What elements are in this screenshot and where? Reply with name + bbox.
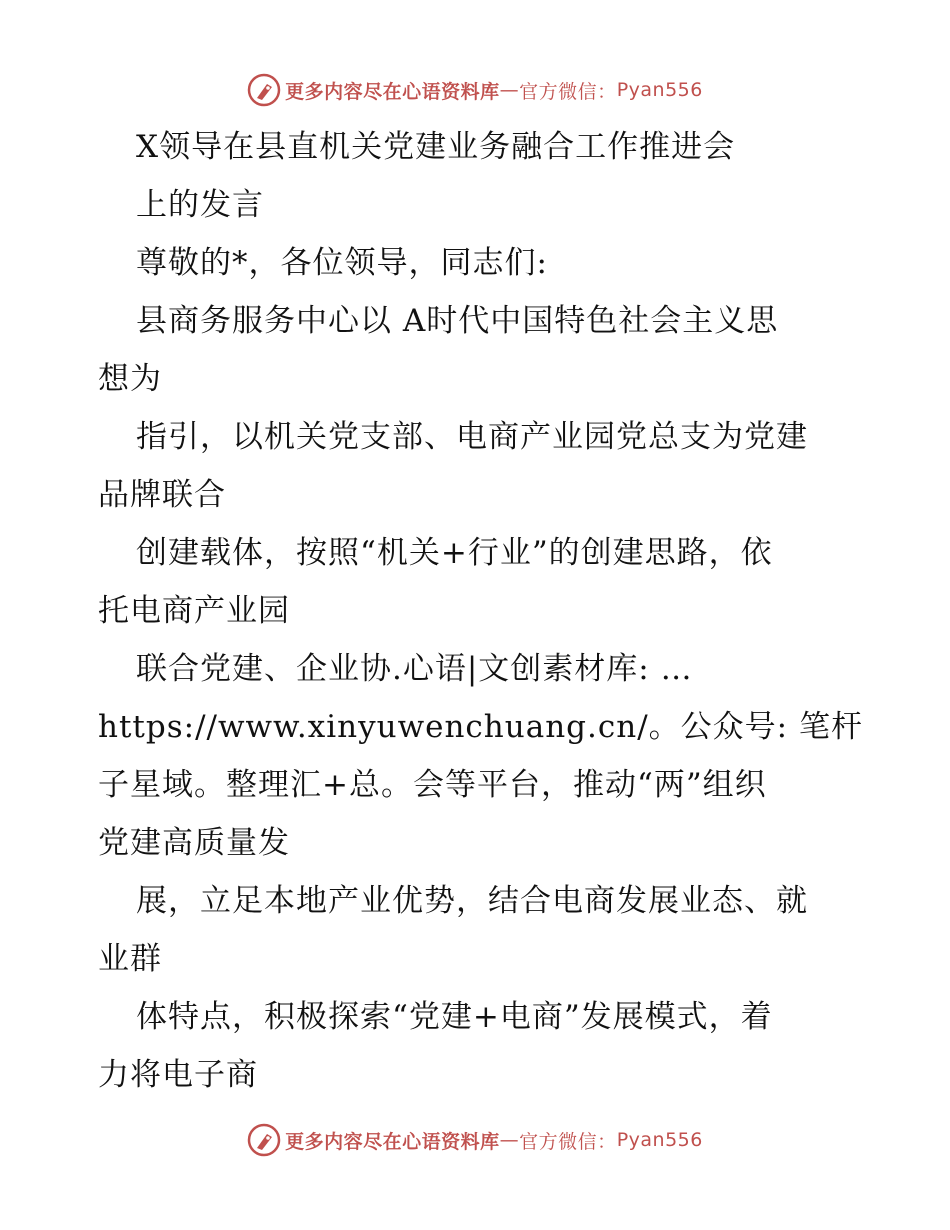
header-watermark [0, 70, 950, 110]
footer-watermark [0, 1120, 950, 1160]
document-line: 展，立足本地产业优势，结合电商发展业态、就 [136, 883, 808, 919]
document-body [98, 118, 863, 1104]
document-line: 党建高质量发 [98, 825, 290, 861]
document-line: 业群 [98, 941, 162, 977]
watermark-separator: — [499, 79, 520, 101]
document-line: 指引，以机关党支部、电商产业园党总支为党建 [136, 419, 808, 455]
watermark-sub-text: 官方微信： [519, 80, 617, 103]
pen-nib-logo-icon [247, 1123, 281, 1157]
watermark-account: Pyan556 [616, 79, 703, 101]
pen-nib-logo-icon [247, 73, 281, 107]
document-line: 品牌联合 [98, 477, 226, 513]
watermark-main-text: 更多内容尽在心语资料库 [285, 80, 500, 103]
document-line: 想为 [98, 361, 162, 397]
document-line: 体特点，积极探索“党建+电商”发展模式，着 [136, 999, 773, 1035]
document-line: 县商务服务中心以 A时代中国特色社会主义思 [136, 303, 779, 339]
document-line: 创建载体，按照“机关+行业”的创建思路，依 [136, 535, 773, 571]
document-line: 联合党建、企业协.心语|文创素材库: … [136, 651, 693, 687]
document-line: X领导在县直机关党建业务融合工作推进会 [136, 129, 736, 165]
document-line: 尊敬的*，各位领导，同志们: [136, 245, 548, 281]
document-line: 子星域。整理汇+总。会等平台，推动“两”组织 [98, 767, 767, 803]
watermark-account: Pyan556 [616, 1129, 703, 1151]
document-line: 托电商产业园 [98, 593, 290, 629]
watermark-main-text: 更多内容尽在心语资料库 [285, 1130, 500, 1153]
document-line: 上的发言 [136, 187, 264, 223]
watermark-separator: — [499, 1129, 520, 1151]
document-line: https://www.xinyuwenchuang.cn/。公众号: 笔杆 [98, 709, 863, 745]
watermark-sub-text: 官方微信： [519, 1130, 617, 1153]
document-line: 力将电子商 [98, 1057, 258, 1093]
